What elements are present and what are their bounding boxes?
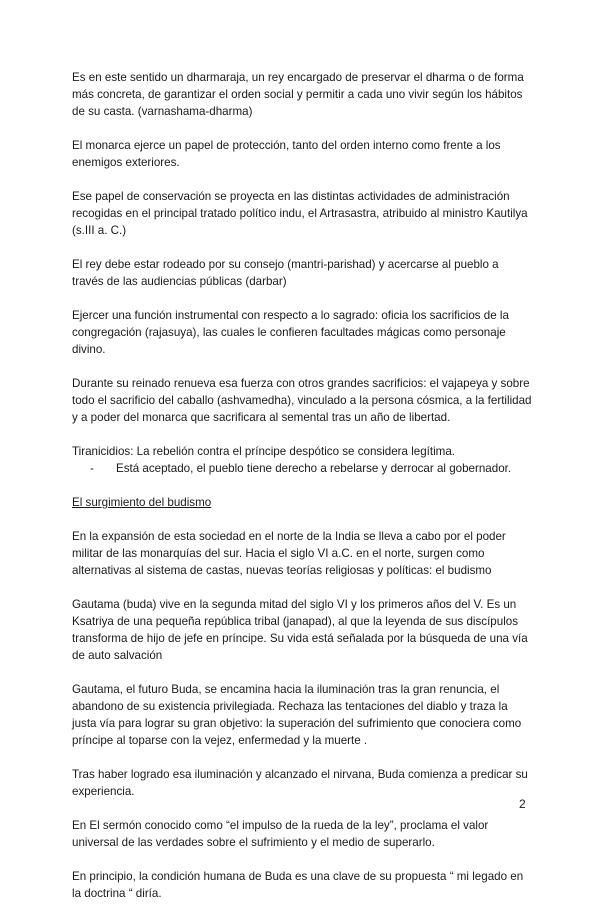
- paragraph: En El sermón conocido como “el impulso de la rueda de la ley”, proclama el valor universal de las verdades sobre el sufrimiento y el medio de superarlo.: [72, 819, 489, 849]
- paragraph: El monarca ejerce un papel de protección, tanto del orden interno como frente a los enemigos exteriores.: [72, 139, 501, 169]
- paragraph: Durante su reinado renueva esa fuerza con otros grandes sacrificios: el vajapeya y sobre todo el sacrificio del caballo (ashvamedha), vinculado a la persona cósmica, a la fertilidad y a poder del monarca que sacrificara al semental tras un año de libertad.: [72, 377, 532, 424]
- bullet-text: Está aceptado, el pueblo tiene derecho a rebelarse y derrocar al gobernador.: [116, 462, 512, 475]
- paragraph: Es en este sentido un dharmaraja, un rey encargado de preservar el dharma o de forma más concreta, de garantizar el orden social y permitir a cada uno vivir según los hábitos de su casta. (varnashama-dharma): [72, 71, 524, 118]
- bullet-item: [72, 460, 532, 477]
- paragraph: Ejercer una función instrumental con respecto a lo sagrado: oficia los sacrificios de la congregación (rajasuya), las cuales le confieren facultades mágicas como personaje divino.: [72, 309, 509, 356]
- paragraph: Tiranicidios: La rebelión contra el príncipe despótico se considera legítima.: [72, 445, 456, 458]
- paragraph: Ese papel de conservación se proyecta en las distintas actividades de administración recogidas en el principal tratado político indu, el Artrasastra, atribuido al ministro Kautilya (s.III a. C.): [72, 190, 528, 237]
- paragraph: El rey debe estar rodeado por su consejo (mantri-parishad) y acercarse al pueblo a través de las audiencias públicas (darbar): [72, 258, 499, 288]
- paragraph: Gautama (buda) vive en la segunda mitad del siglo VI y los primeros años del V. Es un Ksatriya de una pequeña república tribal (janapad), al que la leyenda de sus discípulos transforma de hijo de jefe en príncipe. Su vida está señalada por la búsqueda de una vía de auto salvación: [72, 598, 528, 662]
- paragraph: Tras haber logrado esa iluminación y alcanzado el nirvana, Buda comienza a predicar su experiencia.: [72, 768, 528, 798]
- paragraph: En la expansión de esta sociedad en el norte de la India se lleva a cabo por el poder militar de las monarquías del sur. Hacia el siglo VI a.C. en el norte, surgen como alternativas al sistema de castas, nuevas teorías religiosas y políticas: el budismo: [72, 530, 506, 577]
- paragraph: En principio, la condición humana de Buda es una clave de su propuesta “ mi legado en la doctrina “ diría.: [72, 870, 524, 900]
- document-body: [72, 69, 532, 919]
- section-heading: El surgimiento del budismo: [72, 496, 212, 509]
- page-number: 2: [519, 797, 526, 811]
- bullet-marker: -: [90, 462, 94, 475]
- paragraph: Gautama, el futuro Buda, se encamina hacia la iluminación tras la gran renuncia, el abandono de su existencia privilegiada. Rechaza las tentaciones del diablo y traza la justa vía para lograr su gran objetivo: la superación del sufrimiento que conociera como príncipe al toparse con la vejez, enfermedad y la muerte .: [72, 683, 522, 747]
